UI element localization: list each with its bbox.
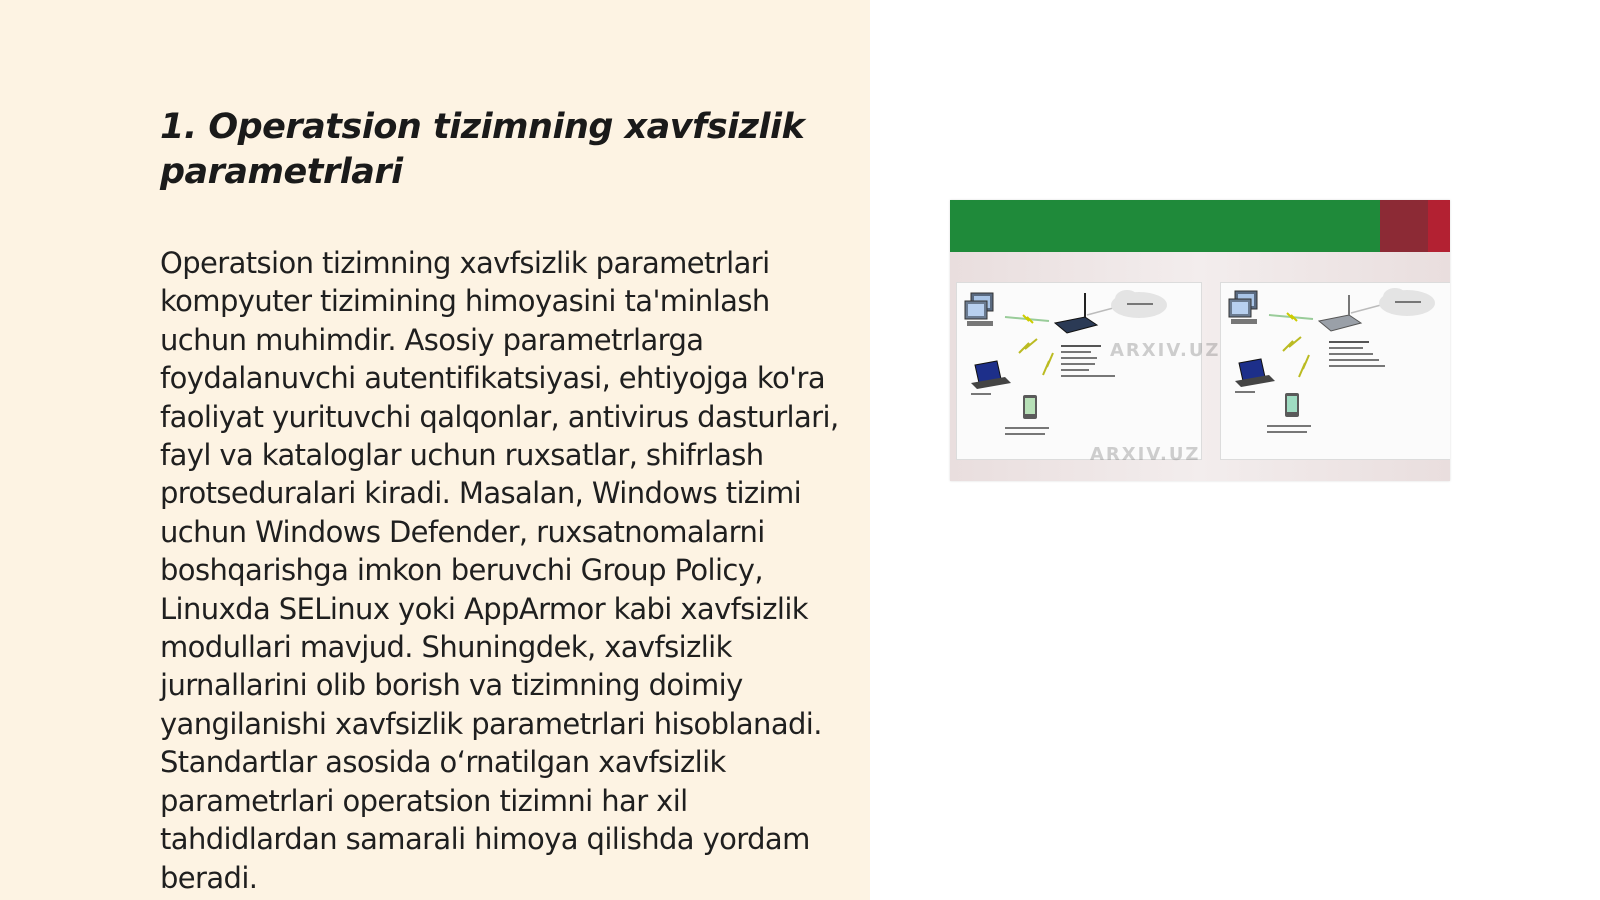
mobile-phone-icon — [1285, 393, 1299, 417]
wireless-router-icon — [1319, 295, 1361, 331]
figure-body — [950, 252, 1450, 481]
laptop-icon — [971, 361, 1011, 389]
diagram-panel-left — [956, 282, 1202, 460]
desktop-computer-icon — [1229, 291, 1257, 324]
cloud-icon — [1111, 290, 1167, 318]
watermark-text-lower: ARXIV.UZ — [1090, 444, 1201, 465]
header-accent-red — [1428, 200, 1450, 252]
cloud-icon — [1379, 288, 1435, 316]
diagram-panel-right — [1220, 282, 1450, 460]
slide-body-text: Operatsion tizimning xavfsizlik parametrlari kompyuter tizimining himoyasini ta'minlash uchun muhimdir. Asosiy parametrlarga foydalanuvchi autentifikatsiyasi, ehtiyojga ko'ra faoliyat yurituvchi qalqonlar, antivirus dasturlari, fayl va kataloglar uchun ruxsatlar, shifrlash protseduralari kiradi. Masalan, Windows tizimi uchun Windows Defender, ruxsatnomalarni boshqarishga imkon beruvchi Group Policy, Linuxda SELinux yoki AppArmor kabi xavfsizlik modullari mavjud. Shuningdek, xavfsizlik jurnallarini olib borish va tizimning doimiy yangilanishi xavfsizlik parametrlari hisoblanadi. Standartlar asosida o‘rnatilgan xavfsizlik parametrlari operatsion tizimni har xil tahdidlardan samarali himoya qilishda yordam beradi. — [160, 246, 839, 895]
watermark-text: ARXIV.UZ — [1110, 340, 1221, 361]
desktop-computer-icon — [965, 293, 993, 326]
header-accent — [1380, 200, 1428, 252]
mobile-phone-icon — [1023, 395, 1037, 419]
network-diagram-image — [950, 200, 1450, 481]
slide-title: 1. Operatsion tizimning xavfsizlik parametrlari — [160, 107, 805, 192]
laptop-icon — [1235, 359, 1275, 387]
figure-header-bar — [950, 200, 1450, 252]
wireless-router-icon — [1055, 293, 1097, 333]
